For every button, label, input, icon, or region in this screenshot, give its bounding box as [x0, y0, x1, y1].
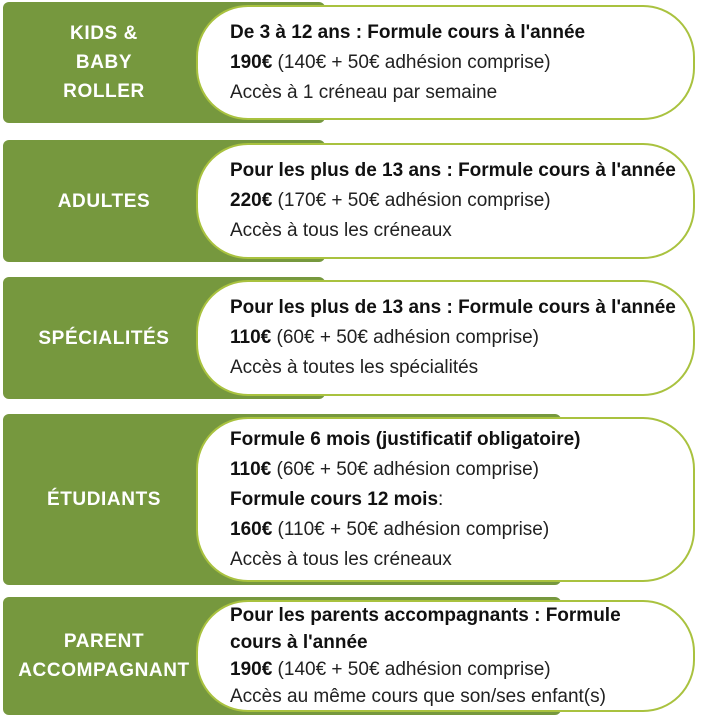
pricing-row-specialites — [0, 277, 723, 399]
access-line-regular: Accès au même cours que son/ses enfant(s) — [230, 686, 606, 707]
pricing-box — [196, 143, 695, 259]
pricing-row-etudiants — [0, 414, 723, 585]
formula-line-bold: Formule 6 mois (justificatif obligatoire) — [230, 428, 581, 450]
access-line-regular: Accès à 1 créneau par semaine — [230, 81, 498, 103]
category-label-line: SPÉCIALITÉS — [38, 327, 170, 349]
price-detail: (60€ + 50€ adhésion comprise) — [271, 458, 539, 480]
pricing-box — [196, 417, 695, 582]
pricing-row-kids-baby-roller — [0, 2, 723, 123]
price-line — [230, 186, 687, 216]
access-line — [230, 683, 687, 710]
formula-line — [230, 485, 687, 515]
formula-line-regular: : — [438, 488, 444, 510]
category-label — [3, 19, 205, 106]
access-line — [230, 216, 687, 246]
access-line-regular: Accès à tous les créneaux — [230, 220, 452, 241]
price-amount: 190€ — [230, 51, 273, 73]
pricing-row-parent-accompagnant — [0, 597, 723, 715]
formula-line — [230, 629, 687, 656]
formula-line — [230, 18, 687, 48]
formula-line — [230, 602, 687, 629]
price-amount: 190€ — [230, 659, 273, 680]
formula-line-bold: Pour les plus de 13 ans : Formule cours à l'année — [230, 160, 676, 181]
pricing-row-adultes — [0, 140, 723, 262]
category-label-line: ÉTUDIANTS — [46, 489, 162, 510]
price-detail: (140€ + 50€ adhésion comprise) — [272, 659, 551, 680]
category-label-line: ADULTES — [57, 190, 151, 212]
access-line-regular: Accès à toutes les spécialités — [230, 357, 479, 378]
price-amount: 110€ — [230, 458, 272, 480]
formula-line-bold: Pour les parents accompagnants : Formule — [230, 605, 621, 626]
formula-line-bold: Pour les plus de 13 ans : Formule cours à l'année — [230, 297, 676, 318]
price-line — [230, 455, 687, 485]
price-amount: 220€ — [230, 190, 273, 211]
access-line — [230, 353, 687, 383]
formula-line-bold: De 3 à 12 ans : Formule cours à l'année — [230, 21, 586, 43]
formula-line — [230, 293, 687, 323]
access-line — [230, 545, 687, 575]
category-label — [3, 187, 205, 216]
price-amount: 110€ — [230, 327, 272, 348]
price-detail: (110€ + 50€ adhésion comprise) — [272, 518, 550, 540]
category-label-line: ROLLER — [63, 81, 145, 102]
price-line — [230, 515, 687, 545]
access-line-regular: Accès à tous les créneaux — [230, 548, 452, 570]
pricing-box — [196, 280, 695, 396]
formula-line-bold: cours à l'année — [230, 632, 368, 653]
price-detail: (60€ + 50€ adhésion comprise) — [271, 327, 539, 348]
price-line — [230, 656, 687, 683]
formula-line — [230, 156, 687, 186]
pricing-box — [196, 5, 695, 120]
formula-line-bold: Formule cours 12 mois — [230, 488, 439, 510]
price-line — [230, 323, 687, 353]
category-label — [3, 627, 205, 685]
category-label-line: PARENT — [63, 631, 145, 652]
access-line — [230, 78, 687, 108]
category-label-line: KIDS & — [70, 23, 138, 44]
formula-line — [230, 425, 687, 455]
price-detail: (170€ + 50€ adhésion comprise) — [272, 190, 551, 211]
pricing-box — [196, 600, 695, 712]
category-label — [3, 485, 205, 514]
price-amount: 160€ — [230, 518, 273, 540]
category-label-line: ACCOMPAGNANT — [18, 660, 190, 681]
price-detail: (140€ + 50€ adhésion comprise) — [272, 51, 551, 73]
price-line — [230, 48, 687, 78]
category-label-line: BABY — [75, 52, 133, 73]
category-label — [3, 324, 205, 353]
